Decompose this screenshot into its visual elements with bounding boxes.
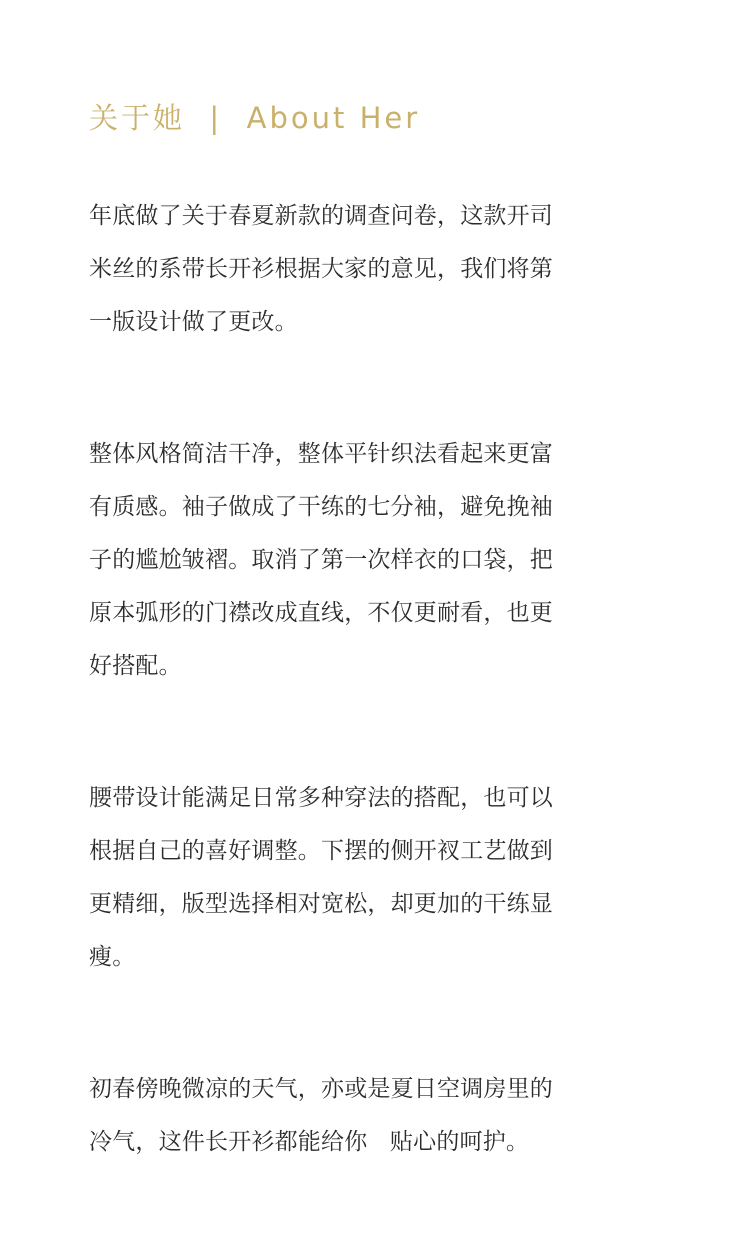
article-body: [89, 190, 649, 1248]
text-line: 腰带设计能满足日常多种穿法的搭配，也可以: [89, 785, 553, 811]
text-line: 好搭配。: [89, 653, 182, 679]
text-line: 根据自己的喜好调整。下摆的侧开衩工艺做到: [89, 838, 553, 864]
text-line: 整体风格简洁干净，整体平针织法看起来更富: [89, 441, 553, 467]
text-line: 米丝的系带长开衫根据大家的意见，我们将第: [89, 256, 553, 282]
paragraph-belt: [89, 772, 649, 984]
text-line: 瘦。: [89, 944, 136, 970]
text-line: 冷气，这件长开衫都能给你 贴心的呵护。: [89, 1129, 530, 1155]
text-line: 一版设计做了更改。: [89, 309, 298, 335]
paragraph-survey: [89, 190, 649, 349]
text-line: 子的尴尬皱褶。取消了第一次样衣的口袋，把: [89, 547, 553, 573]
text-line: 原本弧形的门襟改成直线，不仅更耐看，也更: [89, 600, 553, 626]
paragraph-weather: [89, 1063, 649, 1169]
page-title: 关于她 | About Her: [89, 101, 421, 135]
text-line: 年底做了关于春夏新款的调查问卷，这款开司: [89, 203, 553, 229]
paragraph-style: [89, 428, 649, 693]
text-line: 更精细，版型选择相对宽松，却更加的干练显: [89, 891, 553, 917]
text-line: 初春傍晚微凉的天气，亦或是夏日空调房里的: [89, 1076, 553, 1102]
text-line: 有质感。袖子做成了干练的七分袖，避免挽袖: [89, 494, 553, 520]
